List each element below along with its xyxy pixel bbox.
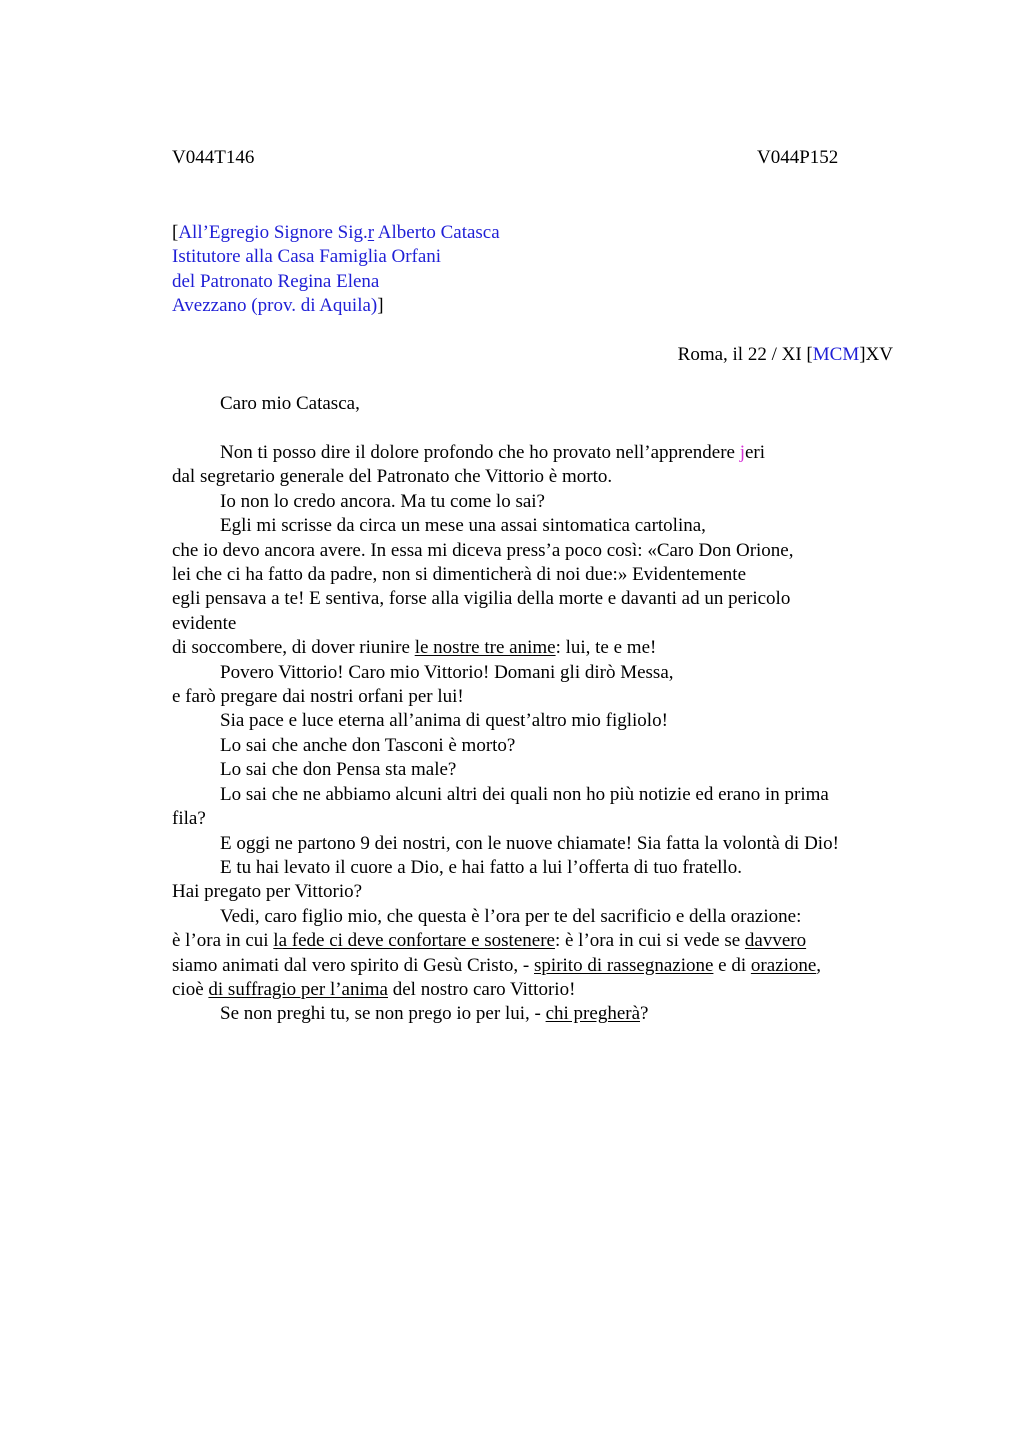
letter-line: lei che ci ha fatto da padre, non si dimenticherà di noi due:» Evidentemente bbox=[172, 564, 747, 586]
letter-line: Lo sai che don Pensa sta male? bbox=[220, 759, 457, 781]
letter-line bbox=[172, 636, 902, 660]
letter-line: Povero Vittorio! Caro mio Vittorio! Domani gli dirò Messa, bbox=[220, 661, 674, 683]
document-code-right: V044P152 bbox=[757, 147, 839, 168]
letter-line: che io devo ancora avere. In essa mi diceva press’a poco così: «Caro Don Orione, bbox=[172, 539, 794, 561]
letter-text: cioè bbox=[172, 978, 209, 1000]
letter-line bbox=[172, 954, 902, 978]
letter-text: siamo animati dal vero spirito di Gesù Cristo, - bbox=[172, 954, 535, 976]
letter-line bbox=[172, 929, 902, 953]
letter-text: e di bbox=[713, 954, 751, 976]
letter-line: evidente bbox=[172, 612, 237, 634]
underlined-text: orazione bbox=[750, 954, 817, 976]
letter-text: ? bbox=[640, 1003, 649, 1025]
address-line-3: del Patronato Regina Elena bbox=[172, 270, 380, 292]
letter-text: Se non preghi tu, se non prego io per lui, - bbox=[220, 1003, 546, 1025]
letter-line: Egli mi scrisse da circa un mese una assai sintomatica cartolina, bbox=[220, 515, 706, 537]
underlined-text: chi pregherà bbox=[545, 1003, 641, 1025]
letter-line: Lo sai che anche don Tasconi è morto? bbox=[220, 734, 516, 756]
letter-text: : è l’ora in cui si vede se bbox=[554, 930, 745, 952]
editorial-letter-j: j bbox=[739, 442, 745, 463]
address-recipient-name: Alberto Catasca bbox=[374, 222, 500, 243]
letter-line bbox=[172, 978, 902, 1002]
letter-text: del nostro caro Vittorio! bbox=[387, 978, 576, 1000]
address-superscript-r: r bbox=[367, 222, 375, 243]
letter-line: Hai pregato per Vittorio? bbox=[172, 881, 363, 903]
underlined-text: la fede ci deve confortare e sostenere bbox=[273, 930, 555, 952]
address-line-1 bbox=[172, 221, 500, 245]
letter-text: eri bbox=[745, 442, 766, 463]
letter-line bbox=[172, 441, 902, 465]
address-open-bracket: [ bbox=[172, 222, 179, 243]
address-salutation: All’Egregio Signore Sig. bbox=[178, 222, 368, 243]
letter-line bbox=[172, 1002, 902, 1026]
letter-text: : lui, te e me! bbox=[555, 637, 657, 659]
letter-text: , bbox=[816, 954, 822, 976]
letter-body bbox=[172, 441, 902, 1027]
underlined-text: di suffragio per l’anima bbox=[208, 978, 388, 1000]
letter-line: fila? bbox=[172, 808, 206, 830]
letter-line: E tu hai levato il cuore a Dio, e hai fatto a lui l’offerta di tuo fratello. bbox=[220, 856, 742, 878]
salutation: Caro mio Catasca, bbox=[220, 393, 360, 414]
letter-line: egli pensava a te! E sentiva, forse alla vigilia della morte e davanti ad un pericolo bbox=[172, 588, 791, 610]
letter-line: E oggi ne partono 9 dei nostri, con le nuove chiamate! Sia fatta la volontà di Dio! bbox=[220, 832, 839, 854]
letter-line: Io non lo credo ancora. Ma tu come lo sai? bbox=[220, 490, 545, 512]
dateline-suffix: ]XV bbox=[859, 344, 893, 365]
letter-line: Lo sai che ne abbiamo alcuni altri dei quali non ho più notizie ed erano in prima bbox=[220, 783, 829, 805]
letter-text: Non ti posso dire il dolore profondo che ho provato nell’apprendere bbox=[220, 442, 740, 463]
dateline bbox=[678, 343, 893, 367]
letter-line: dal segretario generale del Patronato che Vittorio è morto. bbox=[172, 466, 613, 488]
address-line-2: Istitutore alla Casa Famiglia Orfani bbox=[172, 246, 442, 268]
address-city: Avezzano (prov. di Aquila) bbox=[172, 295, 378, 317]
underlined-text: davvero bbox=[744, 930, 807, 952]
address-close-bracket: ] bbox=[377, 295, 384, 317]
underlined-text: le nostre tre anime bbox=[414, 637, 556, 659]
letter-text: di soccombere, di dover riunire bbox=[172, 637, 415, 659]
address-line-4 bbox=[172, 294, 500, 318]
dateline-prefix: Roma, il 22 / XI [ bbox=[677, 344, 813, 365]
letter-line: Sia pace e luce eterna all’anima di quest’altro mio figliolo! bbox=[220, 710, 668, 732]
document-code-left: V044T146 bbox=[172, 147, 255, 168]
recipient-address bbox=[172, 221, 500, 319]
letter-line: e farò pregare dai nostri orfani per lui! bbox=[172, 686, 464, 708]
letter-text: è l’ora in cui bbox=[172, 930, 274, 952]
underlined-text: spirito di rassegnazione bbox=[534, 954, 714, 976]
letter-line: Vedi, caro figlio mio, che questa è l’ora per te del sacrificio e della orazione: bbox=[220, 905, 802, 927]
dateline-era: MCM bbox=[812, 344, 860, 365]
